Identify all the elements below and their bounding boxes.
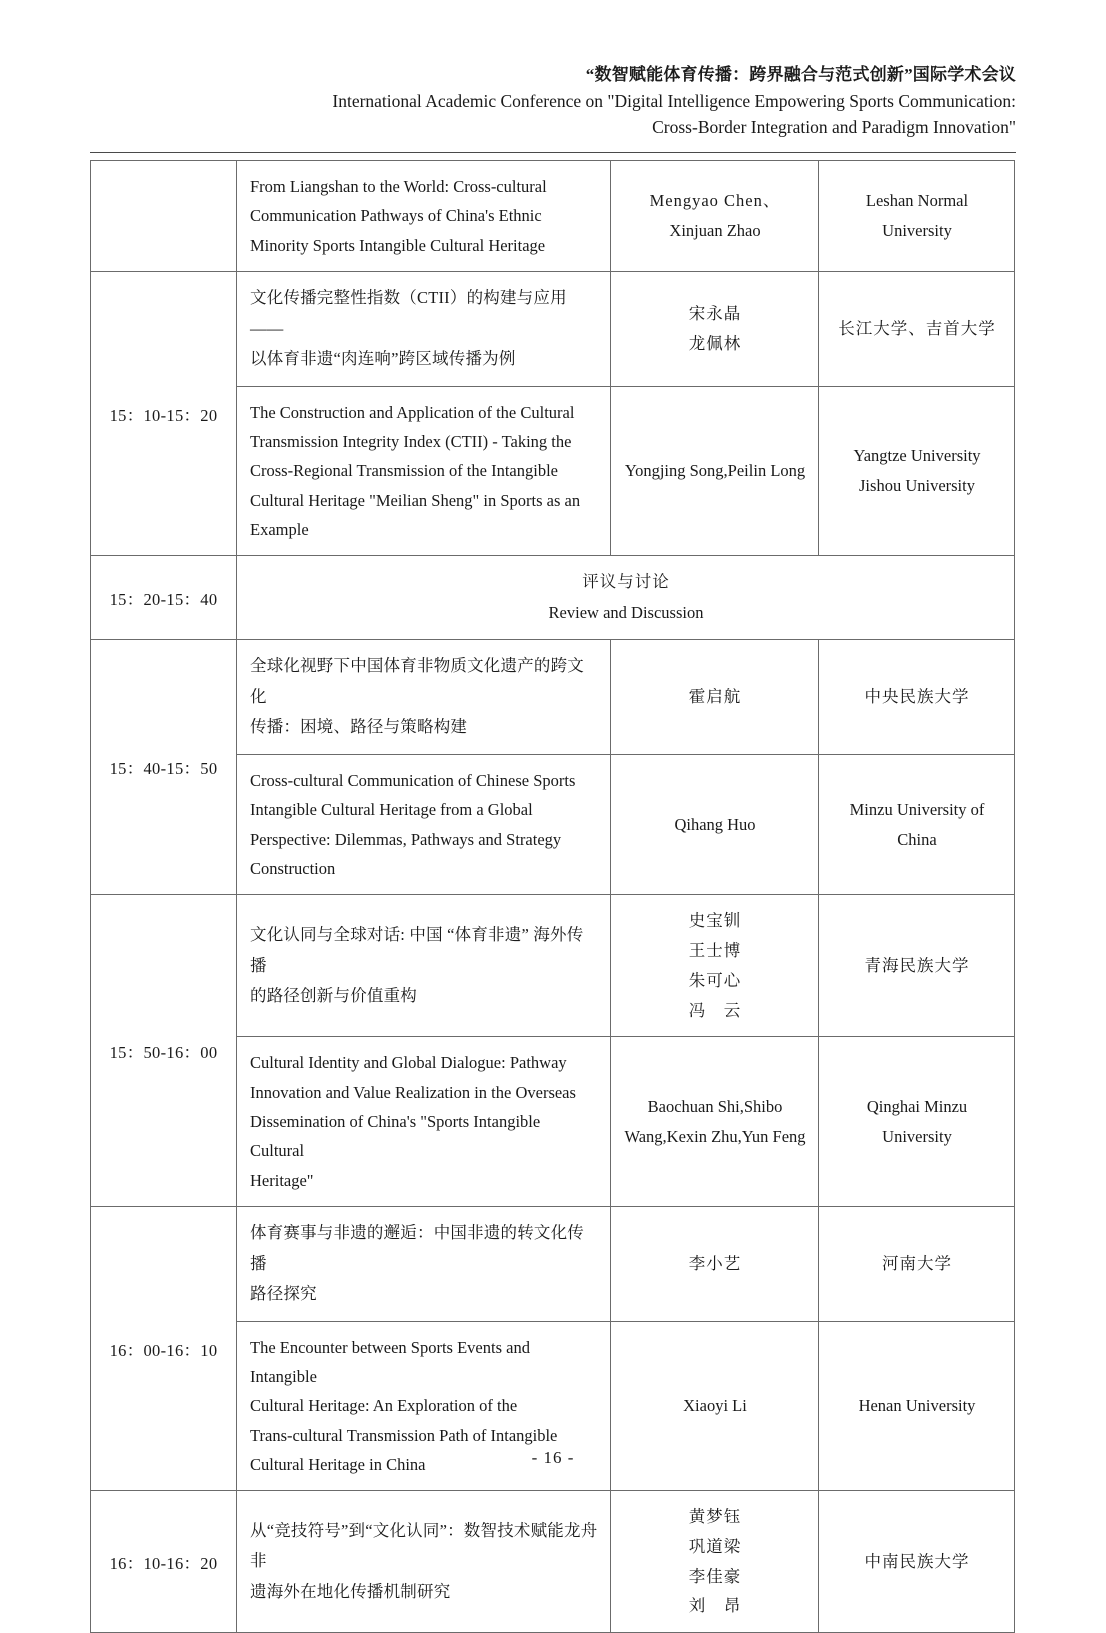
time-label: 15：20-15：40 bbox=[109, 589, 218, 609]
affiliation-cell bbox=[819, 386, 1015, 556]
time-cell bbox=[91, 272, 237, 556]
paper-title-line: The Encounter between Sports Events and Intangible bbox=[250, 1337, 530, 1386]
affiliation-name: Qinghai Minzu University bbox=[866, 1096, 968, 1146]
affiliation-name: Henan University bbox=[858, 1396, 976, 1416]
header-title-cn: “数智赋能体育传播：跨界融合与范式创新”国际学术会议 bbox=[585, 65, 1016, 84]
author-name: 霍启航 bbox=[688, 687, 742, 707]
author-cell bbox=[611, 272, 819, 387]
paper-title-line: Example bbox=[250, 520, 309, 540]
paper-title-line: From Liangshan to the World: Cross-cultural bbox=[250, 177, 547, 196]
paper-title-cell bbox=[237, 755, 611, 895]
paper-title-line: 的路径创新与价值重构 bbox=[250, 986, 417, 1006]
header-title-en-line1: International Academic Conference on "Digital Intelligence Empowering Sports Communication: bbox=[332, 90, 1016, 111]
header-divider bbox=[90, 152, 1016, 153]
author-name: Xinjuan Zhao bbox=[669, 221, 761, 241]
paper-title-line: Heritage" bbox=[250, 1170, 314, 1190]
affiliation-cell bbox=[819, 640, 1015, 755]
author-name: 巩道梁 bbox=[688, 1537, 742, 1557]
time-cell bbox=[91, 161, 237, 272]
session-break-label-cn: 评议与讨论 bbox=[582, 572, 670, 592]
affiliation-name: Leshan Normal bbox=[865, 191, 969, 211]
author-name: 刘 昂 bbox=[688, 1596, 742, 1616]
author-name: Wang,Kexin Zhu,Yun Feng bbox=[624, 1126, 806, 1146]
header-title-en-line2: Cross-Border Integration and Paradigm Innovation" bbox=[652, 116, 1016, 137]
time-cell bbox=[91, 1491, 237, 1633]
affiliation-cell bbox=[819, 272, 1015, 387]
author-name: 王士博 bbox=[688, 941, 742, 961]
paper-title-line: Transmission Integrity Index (CTII) - Taking the bbox=[250, 431, 572, 451]
page-footer: - 16 - bbox=[531, 1448, 575, 1467]
table-row bbox=[91, 895, 1015, 1037]
time-label: 15：40-15：50 bbox=[109, 759, 218, 779]
paper-title-cell bbox=[237, 386, 611, 556]
time-label: 15：50-16：00 bbox=[109, 1042, 218, 1062]
paper-title-cell bbox=[237, 1206, 611, 1321]
paper-title-line: Cultural Heritage "Meilian Sheng" in Sports as an bbox=[250, 490, 581, 510]
paper-title-line: 全球化视野下中国体育非物质文化遗产的跨文化 bbox=[250, 656, 584, 706]
schedule-table bbox=[90, 160, 1015, 1633]
paper-title-line: 文化认同与全球对话: 中国 “体育非遗” 海外传播 bbox=[250, 925, 584, 975]
table-row bbox=[91, 640, 1015, 755]
affiliation-name: University bbox=[882, 221, 952, 241]
affiliation-name: Minzu University of bbox=[849, 800, 985, 820]
paper-title-cell bbox=[237, 640, 611, 755]
table-row bbox=[91, 1491, 1015, 1633]
paper-title-line: Trans-cultural Transmission Path of Intangible bbox=[250, 1425, 558, 1445]
affiliation-name: China bbox=[897, 829, 937, 849]
paper-title-line: Dissemination of China's "Sports Intangible Cultural bbox=[250, 1111, 541, 1161]
session-break-label-en: Review and Discussion bbox=[548, 602, 704, 622]
affiliation-cell bbox=[819, 1491, 1015, 1633]
paper-title-line: Communication Pathways of China's Ethnic bbox=[250, 206, 542, 226]
paper-title-cell bbox=[237, 895, 611, 1037]
affiliation-cell bbox=[819, 755, 1015, 895]
author-name: 冯 云 bbox=[688, 1000, 742, 1020]
affiliation-cell bbox=[819, 161, 1015, 272]
table-row bbox=[91, 272, 1015, 387]
paper-title-line: Cultural Identity and Global Dialogue: Pathway bbox=[250, 1053, 567, 1073]
affiliation-name: 中南民族大学 bbox=[864, 1551, 970, 1571]
author-name: Yongjing Song,Peilin Long bbox=[624, 461, 806, 481]
paper-title-line: Cultural Heritage: An Exploration of the bbox=[250, 1396, 518, 1416]
author-name: Xiaoyi Li bbox=[683, 1396, 747, 1416]
author-name: 宋永晶 bbox=[688, 304, 742, 324]
running-header bbox=[90, 62, 1016, 140]
author-cell bbox=[611, 755, 819, 895]
paper-title-line: Cross-Regional Transmission of the Intangible bbox=[250, 461, 558, 481]
affiliation-name: Yangtze University bbox=[853, 446, 981, 466]
author-name: Qihang Huo bbox=[674, 814, 756, 834]
affiliation-name: 青海民族大学 bbox=[864, 955, 970, 975]
session-break-cell bbox=[237, 556, 1015, 640]
author-cell bbox=[611, 1491, 819, 1633]
author-name: Mengyao Chen、 bbox=[649, 191, 781, 211]
author-cell bbox=[611, 895, 819, 1037]
paper-title-line: Innovation and Value Realization in the Overseas bbox=[250, 1082, 576, 1102]
paper-title-line: 以体育非遗“肉连响”跨区域传播为例 bbox=[250, 349, 516, 369]
affiliation-name: 长江大学、吉首大学 bbox=[838, 319, 996, 338]
affiliation-name: 中央民族大学 bbox=[864, 687, 970, 707]
author-cell bbox=[611, 640, 819, 755]
paper-title-line: Minority Sports Intangible Cultural Heritage bbox=[250, 235, 546, 255]
author-cell bbox=[611, 161, 819, 272]
paper-title-line: 从“竞技符号”到“文化认同”：数智技术赋能龙舟非 bbox=[250, 1520, 598, 1571]
paper-title-cell bbox=[237, 161, 611, 272]
author-name: 龙佩林 bbox=[688, 333, 742, 353]
time-label: 16：10-16：20 bbox=[109, 1553, 218, 1573]
time-label: 16：00-16：10 bbox=[109, 1340, 218, 1360]
author-name: 黄梦钰 bbox=[688, 1507, 742, 1527]
paper-title-line: Cultural Heritage in China bbox=[250, 1454, 426, 1474]
affiliation-cell bbox=[819, 1206, 1015, 1321]
paper-title-line: 遗海外在地化传播机制研究 bbox=[250, 1581, 451, 1601]
schedule-table-body bbox=[91, 161, 1015, 1633]
author-name: 朱可心 bbox=[688, 970, 742, 990]
paper-title-cell bbox=[237, 1037, 611, 1207]
author-name: 李小艺 bbox=[688, 1253, 742, 1273]
author-cell bbox=[611, 386, 819, 556]
paper-title-line: 文化传播完整性指数（CTII）的构建与应用—— bbox=[250, 288, 567, 338]
time-label: 15：10-15：20 bbox=[109, 405, 218, 425]
paper-title-cell bbox=[237, 272, 611, 387]
table-row bbox=[91, 1206, 1015, 1321]
table-row bbox=[91, 161, 1015, 272]
paper-title-cell bbox=[237, 1491, 611, 1633]
author-name: 史宝钏 bbox=[688, 911, 742, 931]
author-name: Baochuan Shi,Shibo bbox=[647, 1096, 783, 1116]
paper-title-line: Cross-cultural Communication of Chinese Sports bbox=[250, 771, 576, 790]
time-cell bbox=[91, 556, 237, 640]
paper-title-line: The Construction and Application of the Cultural bbox=[250, 402, 575, 422]
time-cell bbox=[91, 895, 237, 1207]
affiliation-cell bbox=[819, 895, 1015, 1037]
author-cell bbox=[611, 1206, 819, 1321]
author-name: 李佳豪 bbox=[688, 1566, 742, 1586]
paper-title-line: Construction bbox=[250, 859, 336, 879]
paper-title-line: 体育赛事与非遗的邂逅：中国非遗的转文化传播 bbox=[250, 1222, 584, 1273]
paper-title-line: 传播：困境、路径与策略构建 bbox=[250, 717, 468, 737]
paper-title-line: 路径探究 bbox=[250, 1284, 317, 1304]
paper-title-line: Perspective: Dilemmas, Pathways and Strategy bbox=[250, 829, 562, 849]
table-row bbox=[91, 556, 1015, 640]
paper-title-line: Intangible Cultural Heritage from a Global bbox=[250, 800, 533, 820]
affiliation-cell bbox=[819, 1037, 1015, 1207]
author-cell bbox=[611, 1037, 819, 1207]
time-cell bbox=[91, 640, 237, 895]
affiliation-name: 河南大学 bbox=[882, 1253, 952, 1273]
affiliation-name: Jishou University bbox=[859, 476, 975, 496]
